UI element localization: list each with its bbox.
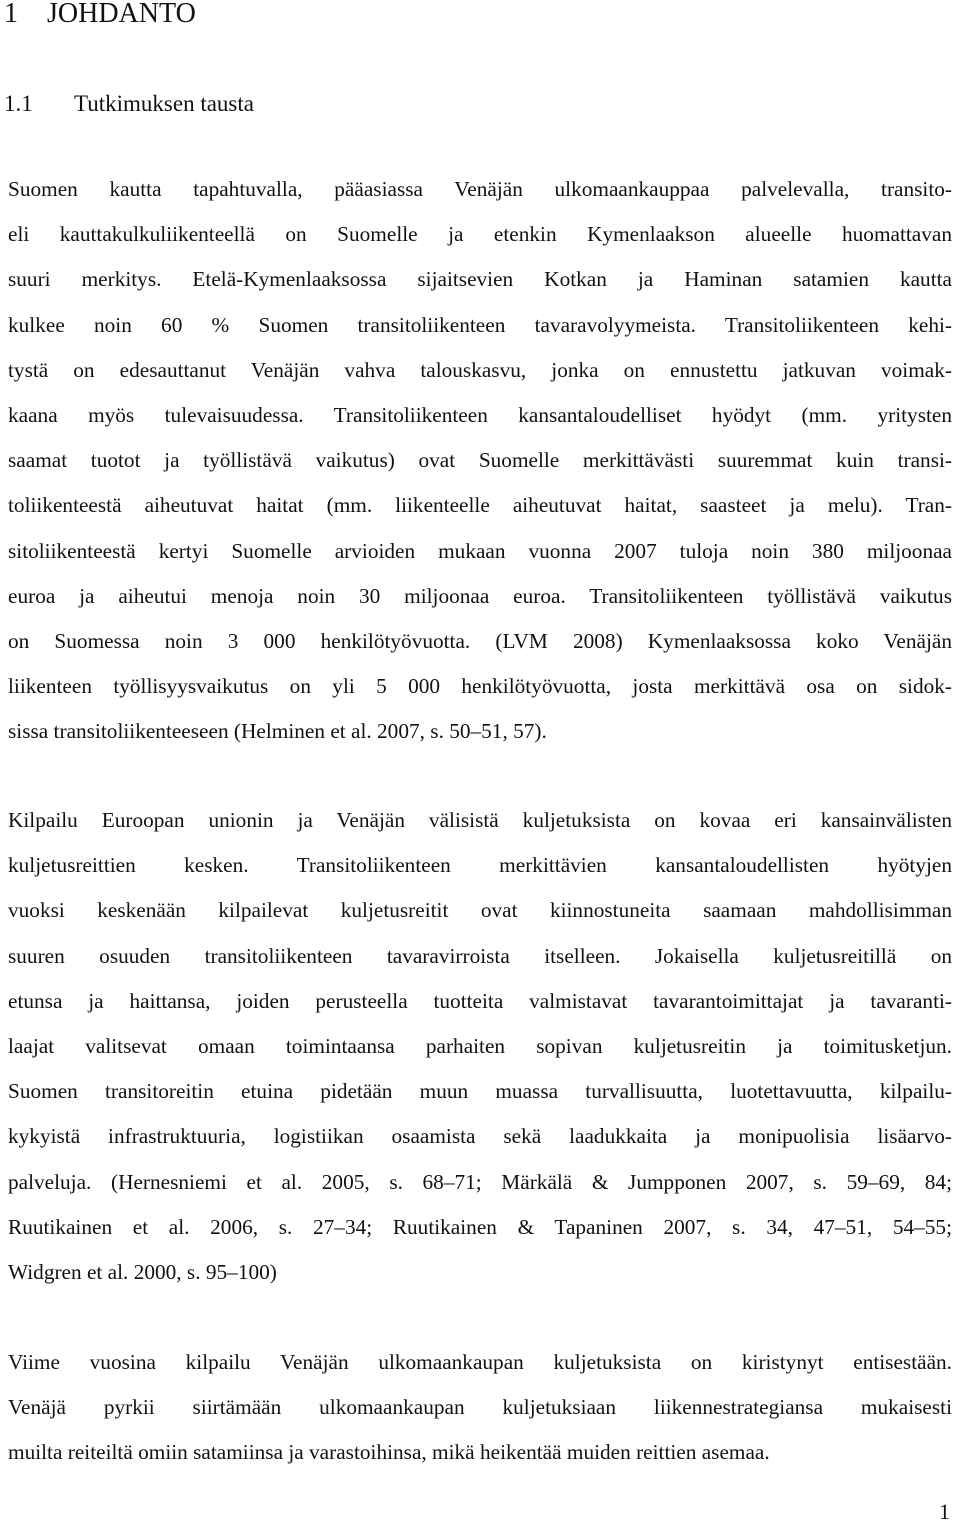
- text-line: on Suomessa noin 3 000 henkilötyövuotta. (LVM 2008) Kymenlaaksossa koko Venäjän: [8, 628, 952, 653]
- text-line: eli kauttakulkuliikenteellä on Suomelle ja etenkin Kymenlaakson alueelle huomattavan: [8, 222, 952, 247]
- text-line: kulkee noin 60 % Suomen transitoliikenteen tavaravolyymeista. Transitoliikenteen kehi-: [8, 312, 952, 337]
- text-line: suuren osuuden transitoliikenteen tavaravirroista itselleen. Jokaisella kuljetusreitillä on: [8, 943, 952, 968]
- text-line: kaana myös tulevaisuudessa. Transitoliikenteen kansantaloudelliset hyödyt (mm. yritysten: [8, 402, 952, 427]
- text-line: etunsa ja haittansa, joiden perusteella tuotteita valmistavat tavarantoimittajat ja tavaranti-: [8, 988, 952, 1013]
- text-line: tystä on edesauttanut Venäjän vahva talouskasvu, jonka on ennustettu jatkuvan voimak-: [8, 357, 952, 382]
- text-line: Viime vuosina kilpailu Venäjän ulkomaankaupan kuljetuksista on kiristynyt entisestään.: [8, 1350, 952, 1374]
- text-line: liikenteen työllisyysvaikutus on yli 5 000 henkilötyövuotta, josta merkittävä osa on sidok-: [8, 674, 952, 699]
- chapter-title: JOHDANTO: [47, 0, 196, 29]
- text-line: kykyistä infrastruktuuria, logistiikan osaamista sekä laadukkaita ja monipuolisia lisäarvo-: [8, 1124, 952, 1149]
- paragraph-2: [8, 798, 952, 1295]
- text-line: kuljetusreittien kesken. Transitoliikenteen merkittävien kansantaloudellisten hyötyjen: [8, 853, 952, 878]
- paragraph-3: [8, 1340, 952, 1476]
- text-line: Suomen transitoreitin etuina pidetään muun muassa turvallisuutta, luotettavuutta, kilpailu-: [8, 1079, 952, 1104]
- text-line: Suomen kautta tapahtuvalla, pääasiassa Venäjän ulkomaankauppaa palvelevalla, transito-: [8, 177, 952, 201]
- paragraph-1: [8, 167, 952, 754]
- text-line: Ruutikainen et al. 2006, s. 27–34; Ruutikainen & Tapaninen 2007, s. 34, 47–51, 54–55;: [8, 1214, 952, 1239]
- chapter-heading: [4, 0, 196, 34]
- text-line: Venäjä pyrkii siirtämään ulkomaankaupan kuljetuksiaan liikennestrategiansa mukaisesti: [8, 1395, 952, 1420]
- text-line: sitoliikenteestä kertyi Suomelle arvioiden mukaan vuonna 2007 tuloja noin 380 miljoonaa: [8, 538, 952, 563]
- chapter-number: 1: [4, 0, 18, 29]
- text-line: laajat valitsevat omaan toimintaansa parhaiten sopivan kuljetusreitin ja toimitusketjun.: [8, 1033, 952, 1058]
- text-line: euroa ja aiheutui menoja noin 30 miljoonaa euroa. Transitoliikenteen työllistävä vaikutus: [8, 583, 952, 608]
- section-number: 1.1: [4, 91, 33, 116]
- text-line: Kilpailu Euroopan unionin ja Venäjän välisistä kuljetuksista on kovaa eri kansainvälisten: [8, 808, 952, 832]
- text-line: vuoksi keskenään kilpailevat kuljetusreitit ovat kiinnostuneita saamaan mahdollisimman: [8, 898, 952, 923]
- text-line: saamat tuotot ja työllistävä vaikutus) ovat Suomelle merkittävästi suuremmat kuin transi-: [8, 448, 952, 473]
- text-line: toliikenteestä aiheutuvat haitat (mm. liikenteelle aiheutuvat haitat, saasteet ja melu). Tran-: [8, 493, 952, 518]
- text-line: sissa transitoliikenteeseen (Helminen et al. 2007, s. 50–51, 57).: [8, 719, 547, 744]
- text-line: Widgren et al. 2000, s. 95–100): [8, 1259, 277, 1284]
- text-line: muilta reiteiltä omiin satamiinsa ja varastoihinsa, mikä heikentää muiden reittien asemaa.: [8, 1440, 770, 1465]
- section-heading: [4, 88, 254, 120]
- text-line: suuri merkitys. Etelä-Kymenlaaksossa sijaitsevien Kotkan ja Haminan satamien kautta: [8, 267, 952, 292]
- page-number: 1: [939, 1499, 950, 1524]
- section-title: Tutkimuksen tausta: [74, 91, 254, 116]
- text-line: palveluja. (Hernesniemi et al. 2005, s. 68–71; Märkälä & Jumpponen 2007, s. 59–69, 84;: [8, 1169, 952, 1194]
